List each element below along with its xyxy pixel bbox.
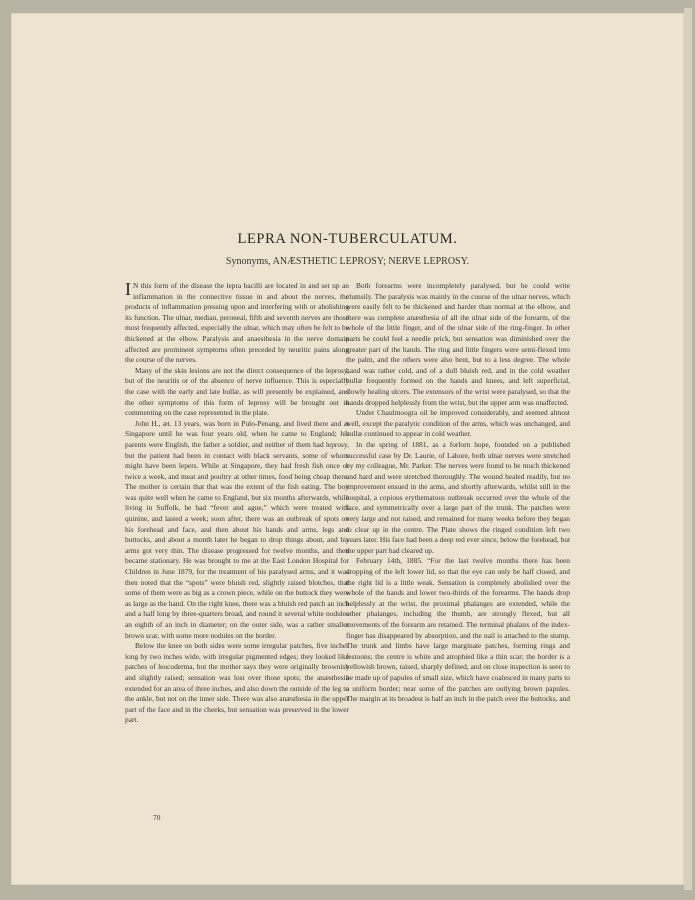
paragraph: February 14th, 1885. “For the last twelve months there has been dropping of the left lower lid, so that the eye can only be half closed, and the right lid is a little weak. Sensation is completely abolished over the whole of the hands and lower two-thirds of the forearms. The hands drop helplessly at the wrist, the proximal phalanges are extended, while the other phalanges, including the thumb, are strongly flexed, but all movements of the forearm are retained. The terminal phalanx of the index-finger has disappeared by absorption, and the nail is attached to the stump. The trunk and limbs have large marginate patches, forming rings and festoons; the centre is white and atrophied like a thin scar; the border is a yellowish brown, raised, sharply defined, and on close inspection is seen to be made up of papules of small size, which have coalesced in many parts to a uniform border; near some of the patches are outlying brown papules. The margin at its broadest is half an inch in the patch over the buttocks, and bbox=[346, 556, 570, 704]
book-page bbox=[11, 13, 684, 885]
left-column bbox=[125, 281, 349, 726]
paragraph: In the spring of 1881, as a forlorn hope, founded on a published successful case by Dr. Laurie, of Lahore, both ulnar nerves were stretched by my colleague, Mr. Parker. The nerves were found to be much thickened and hard and were stretched thoroughly. The wound healed readily, but no improvement ensued in the arms, and shortly afterwards, whilst still in the hospital, a copious erythematous outbreak occurred over the whole of the face, and symmetrically over a large part of the trunk. The patches were very large and not raised, and remained for many weeks before they began to clear up in the centre. The Plate shows the ringed condition left two years later. His face had been a deep red ever since, below the forehead, but the upper part had cleared up. bbox=[346, 439, 570, 555]
page-edge bbox=[684, 8, 692, 890]
paragraph: John H., æt. 13 years, was born in Pulo-Penang, and lived there and at Singapore until he was four years old, when he came to England; his parents were English, the father a soldier, and neither of them had leprosy, but the patient had been in contact with black servants, some of whom might have been lepers. While at Singapore, they had fresh fish once or twice a week, and meat and poultry at other times, food being cheap there. The mother is certain that that was the extent of the fish eating. The boy was quite well when he came to England, but six months afterwards, while living in Suffolk, he had “fever and ague,” which were treated with quinine, and lasted a week; soon after, there was an outbreak of spots on his forehead and face, and then about his hands and arms, legs and buttocks, and about a month later he began to drop things about, and his arms got very thin. The disease progressed for twelve months, and then became stationary. He was brought to me at the East London Hospital for Children in June 1879, for the treatment of his paralysed arms, and it was then noted that the “spots” were bluish red, slightly raised blotches, that some of them were as big as a crown piece, while on the buttock they were as large as the hand. On the right knee, there was a bluish red patch an inch and a half long by three-quarters broad, and round it several white nodules an eighth of an inch in diameter; on the outer side, was a rather smaller brown scar, with some more nodules on the border. bbox=[125, 418, 349, 640]
paragraph: I N this form of the disease the lepra bacilli are located in and set up an inflammation in the connective tissue in and about the nerves, the products of inflammation pressing upon and interfering with or abolishing its function. The ulnar, median, peroneal, fifth and seventh nerves are those most frequently affected, especially the ulnar, which may often be felt to be thickened at the elbow. Paralysis and anaesthesia in the nerve domain affected are prominent symptoms often preceded by neuritic pains along the course of the nerves. bbox=[125, 279, 349, 365]
page-number: 70 bbox=[153, 813, 161, 822]
page-title: LEPRA NON-TUBERCULATUM. bbox=[237, 231, 458, 247]
right-column bbox=[346, 281, 570, 705]
paragraph: Many of the skin lesions are not the direct consequence of the leprosy, but of the neuritis or of the absence of nerve influence. This is especially the case with the early and late bullæ, as will presently be explained, and the other symptoms of this form of leprosy will be brought out in commenting on the case represented in the plate. bbox=[125, 365, 349, 418]
page-subtitle: Synonyms, ANÆSTHETIC LEPROSY; NERVE LEPROSY. bbox=[225, 256, 470, 267]
paragraph: Below the knee on both sides were some irregular patches, five inches long by two inches wide, with irregular pigmented edges; they looked like patches of leucoderma, but the mother says they were originally brownish and slightly raised; sensation was lost over those spots; the anæsthesia extended for an area of three inches, and also down the outside of the leg to the ankle, but not on the inner side. There was also anæsthesia in the upper part of the face and in the cheeks, but sensation was preserved in the lower part. bbox=[125, 641, 349, 725]
paragraph: Both forearms were incompletely paralysed, but he could write clumsily. The paralysis was mainly in the course of the ulnar nerves, which were easily felt to be thickened and harder than normal at the elbow, and there was complete anæsthesia of all the ulnar side of the forearm, of the whole of the little finger, and of the ulnar side of the ring-finger. In other parts he could feel a needle prick, but sensation was diminished over the greater part of the hands. The ring and little fingers were semi-flexed into the palm, and the others were also bent, but to a less degree. The whole hand was rather cold, and of a dull bluish red, and in the cold weather bullæ frequently formed on the hands and knees, and left superficial, slowly healing ulcers. The extensors of the wrist were paralysed, so that the hands dropped helplessly from the wrist, but the upper arm was unaffected. bbox=[346, 281, 570, 407]
drop-cap: I bbox=[125, 279, 131, 299]
paragraph: Under Chaulmoogra oil he improved considerably, and seemed almost well, except the paralytic condition of the arms, which was unchanged, and bullæ continued to appear in cold weather. bbox=[346, 408, 570, 439]
